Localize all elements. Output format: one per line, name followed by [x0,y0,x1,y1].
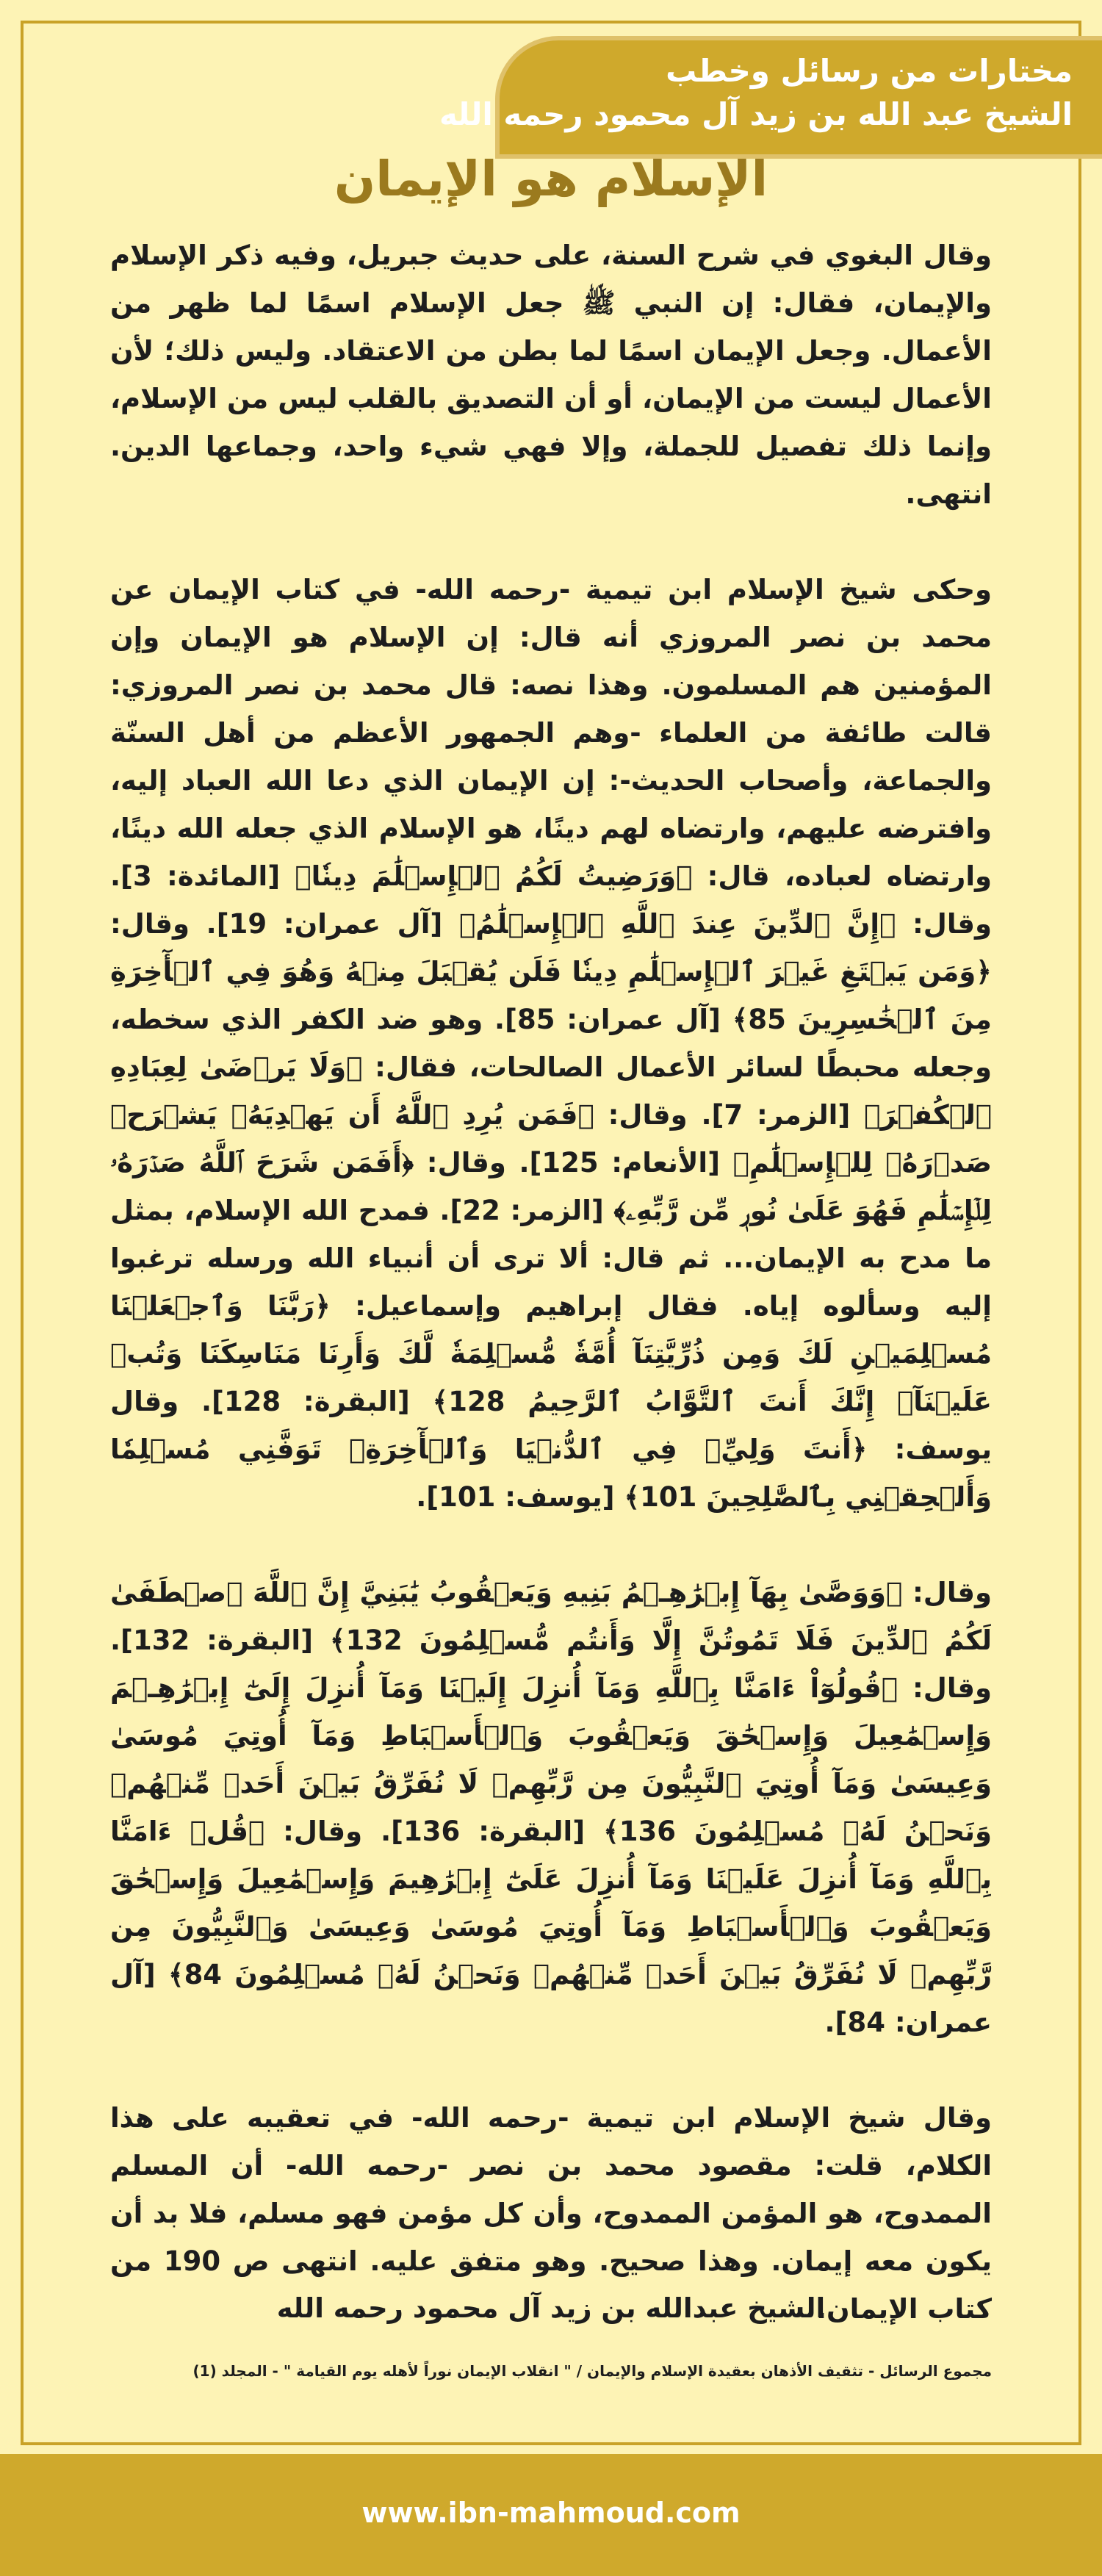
paragraph-1: وقال البغوي في شرح السنة، على حديث جبريل، وفيه ذكر الإسلام والإيمان، فقال: إن النبي ﷺ جعل الإسلام اسمًا لما ظهر من الأعمال. وجعل الإيمان اسمًا لما بطن من الاعتقاد. وليس ذلك؛ لأن الأعمال ليست من الإيمان، أو أن التصديق بالقلب ليس من الإسلام، وإنما ذلك تفصيل للجملة، وإلا فهي شيء واحد، وجماعها الدين. انتهى. [110,240,992,510]
author-name: الشيخ عبد الله بن زيد آل محمود رحمه الله [439,96,1073,132]
website-link[interactable]: www.ibn-mahmoud.com [361,2497,741,2529]
signature: الشيخ عبدالله بن زيد آل محمود رحمه الله [276,2292,826,2324]
series-title: مختارات من رسائل وخطب [666,53,1073,89]
header-text [439,50,1073,137]
article-body [110,231,992,2381]
page-title: الإسلام هو الإيمان [334,151,768,207]
footer-bar [0,2454,1102,2576]
paragraph-4: وقال شيخ الإسلام ابن تيمية -رحمه الله- في تعقيبه على هذا الكلام، قلت: مقصود محمد بن نصر -رحمه الله- أن المسلم الممدوح، هو المؤمن الممدوح، وأن كل مؤمن فهو مسلم، فلا بد أن يكون معه إيمان. وهذا صحيح. وهو متفق عليه. انتهى ص 190 من كتاب الإيمان. [110,2102,992,2325]
source-footnote: مجموع الرسائل - تثقيف الأذهان بعقيدة الإسلام والإيمان / " انقلاب الإيمان نوراً لأهله يوم القيامة " - المجلد (1) [192,2362,992,2380]
paragraph-2: وحكى شيخ الإسلام ابن تيمية -رحمه الله- في كتاب الإيمان عن محمد بن نصر المروزي أنه قال: إن الإسلام هو الإيمان وإن المؤمنين هم المسلمون. وهذا نصه: قال محمد بن نصر المروزي: قالت طائفة من العلماء -وهم الجمهور الأعظم من أهل السنّة والجماعة، وأصحاب الحديث-: إن الإيمان الذي دعا الله العباد إليه، وافترضه عليهم، وارتضاه لهم دينًا، هو الإسلام الذي جعله الله دينًا، وارتضاه لعباده، قال: ﴿وَرَضِيتُ لَكُمُ ٱلۡإِسۡلَٰمَ دِينٗا﴾ [المائدة: 3]. وقال: ﴿إِنَّ ٱلدِّينَ عِندَ ٱللَّهِ ٱلۡإِسۡلَٰمُ﴾ [آل عمران: 19]. وقال: ﴿وَمَن يَبۡتَغِ غَيۡرَ ٱلۡإِسۡلَٰمِ دِينٗا فَلَن يُقۡبَلَ مِنۡهُ وَهُوَ فِي ٱلۡأٓخِرَةِ مِنَ ٱلۡخَٰسِرِينَ 85﴾ [آل عمران: 85]. وهو ضد الكفر الذي سخطه، وجعله محبطًا لسائر الأعمال الصالحات، فقال: ﴿وَلَا يَرۡضَىٰ لِعِبَادِهِ ٱلۡكُفۡرَ﴾ [الزمر: 7]. وقال: ﴿فَمَن يُرِدِ ٱللَّهُ أَن يَهۡدِيَهُۥ يَشۡرَحۡ صَدۡرَهُۥ لِلۡإِسۡلَٰمِ﴾ [الأنعام: 125]. وقال: ﴿أَفَمَن شَرَحَ ٱللَّهُ صَدۡرَهُۥ لِلۡإِسۡلَٰمِ فَهُوَ عَلَىٰ نُورٖ مِّن رَّبِّهِۦ﴾ [الزمر: 22]. فمدح الله الإسلام، بمثل ما مدح به الإيمان... ثم قال: ألا ترى أن أنبياء الله ورسله ترغبوا إليه وسألوه إياه. فقال إبراهيم وإسماعيل: ﴿رَبَّنَا وَٱجۡعَلۡنَا مُسۡلِمَيۡنِ لَكَ وَمِن ذُرِّيَّتِنَآ أُمَّةٗ مُّسۡلِمَةٗ لَّكَ وَأَرِنَا مَنَاسِكَنَا وَتُبۡ عَلَيۡنَآۖ إِنَّكَ أَنتَ ٱلتَّوَّابُ ٱلرَّحِيمُ 128﴾ [البقرة: 128]. وقال يوسف: ﴿أَنتَ وَلِيِّۦ فِي ٱلدُّنۡيَا وَٱلۡأٓخِرَةِۖ تَوَفَّنِي مُسۡلِمٗا وَأَلۡحِقۡنِي بِٱلصَّٰلِحِينَ 101﴾ [يوسف: 101]. [110,574,992,1513]
paragraph-3: وقال: ﴿وَوَصَّىٰ بِهَآ إِبۡرَٰهِـۧمُ بَنِيهِ وَيَعۡقُوبُ يَٰبَنِيَّ إِنَّ ٱللَّهَ ٱصۡطَفَىٰ لَكُمُ ٱلدِّينَ فَلَا تَمُوتُنَّ إِلَّا وَأَنتُم مُّسۡلِمُونَ 132﴾ [البقرة: 132]. وقال: ﴿قُولُوٓاْ ءَامَنَّا بِٱللَّهِ وَمَآ أُنزِلَ إِلَيۡنَا وَمَآ أُنزِلَ إِلَىٰٓ إِبۡرَٰهِـۧمَ وَإِسۡمَٰعِيلَ وَإِسۡحَٰقَ وَيَعۡقُوبَ وَٱلۡأَسۡبَاطِ وَمَآ أُوتِيَ مُوسَىٰ وَعِيسَىٰ وَمَآ أُوتِيَ ٱلنَّبِيُّونَ مِن رَّبِّهِمۡ لَا نُفَرِّقُ بَيۡنَ أَحَدٖ مِّنۡهُمۡ وَنَحۡنُ لَهُۥ مُسۡلِمُونَ 136﴾ [البقرة: 136]. وقال: ﴿قُلۡ ءَامَنَّا بِٱللَّهِ وَمَآ أُنزِلَ عَلَيۡنَا وَمَآ أُنزِلَ عَلَىٰٓ إِبۡرَٰهِيمَ وَإِسۡمَٰعِيلَ وَإِسۡحَٰقَ وَيَعۡقُوبَ وَٱلۡأَسۡبَاطِ وَمَآ أُوتِيَ مُوسَىٰ وَعِيسَىٰ وَٱلنَّبِيُّونَ مِن رَّبِّهِمۡ لَا نُفَرِّقُ بَيۡنَ أَحَدٖ مِّنۡهُمۡ وَنَحۡنُ لَهُۥ مُسۡلِمُونَ 84﴾ [آل عمران: 84]. [110,1577,992,2038]
